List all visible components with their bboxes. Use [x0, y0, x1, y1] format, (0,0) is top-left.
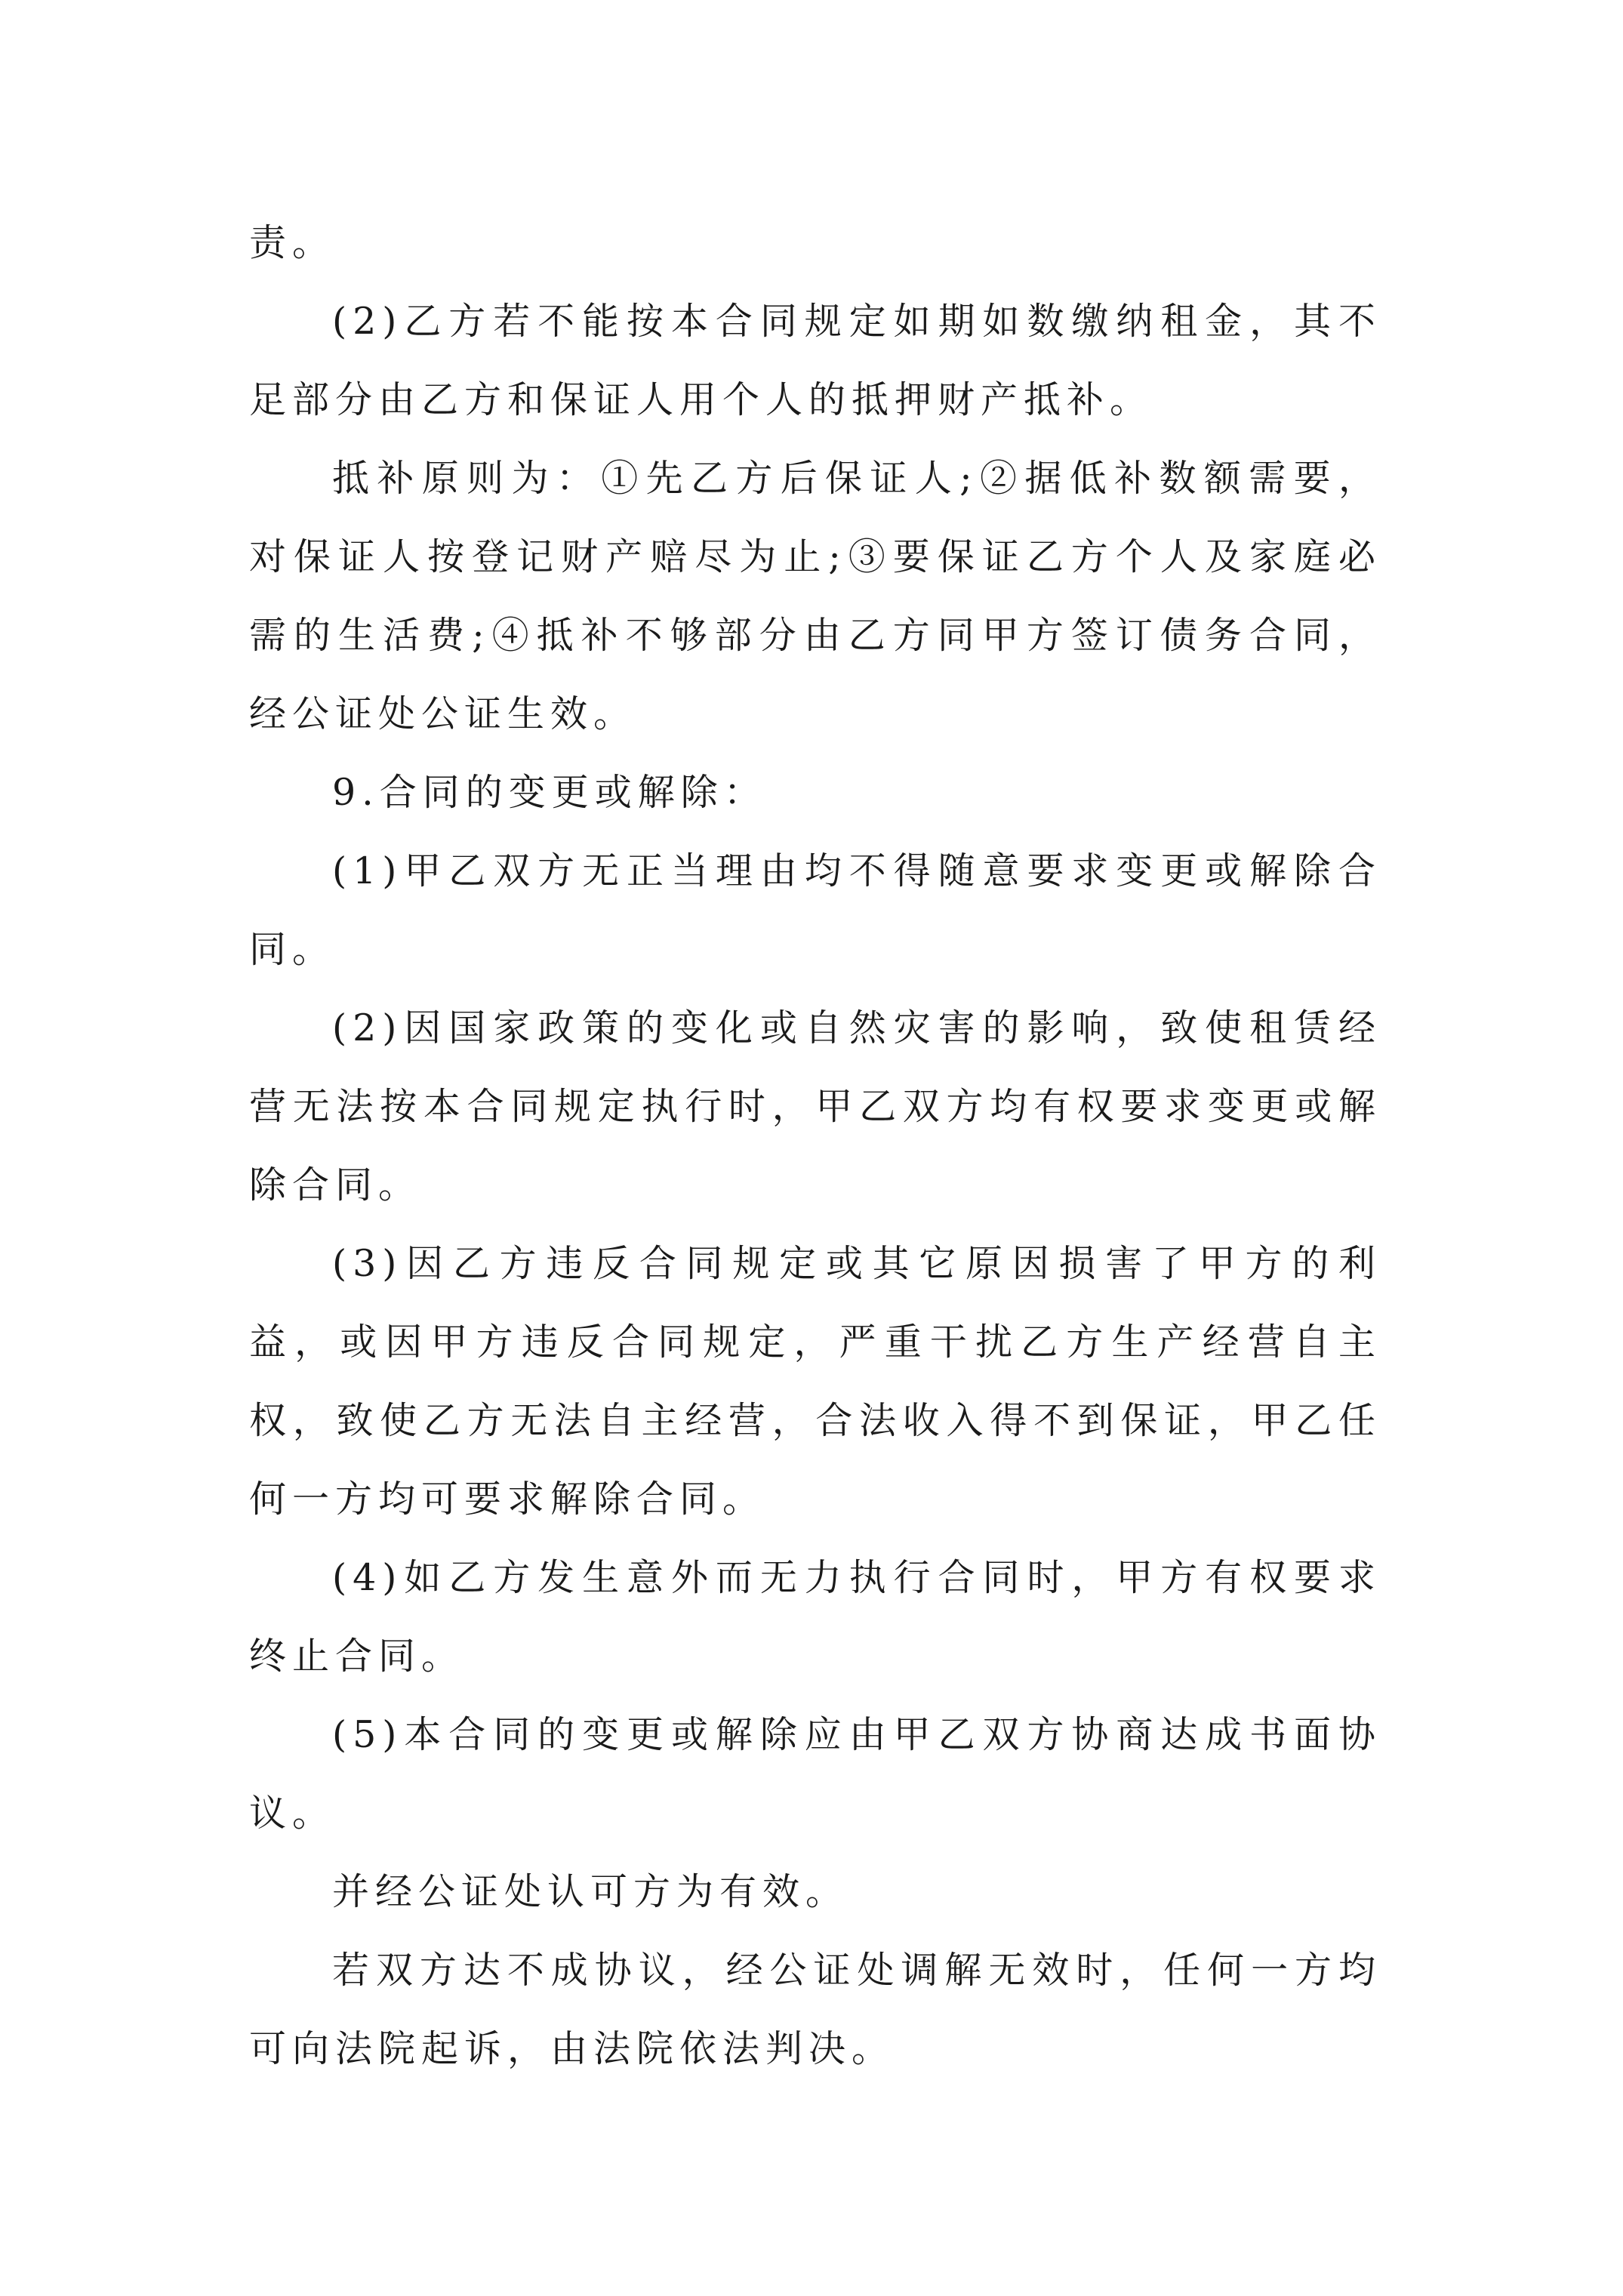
paragraph-item-5: (5)本合同的变更或解除应由甲乙双方协商达成书面协议。: [249, 1713, 1381, 1835]
paragraph-item-4: (4)如乙方发生意外而无力执行合同时，甲方有权要求终止合同。: [249, 1556, 1381, 1678]
section-heading-9: 9.合同的变更或解除：: [332, 771, 767, 814]
paragraph-item-2-rent-shortfall: (2)乙方若不能按本合同规定如期如数缴纳租金，其不足部分由乙方和保证人用个人的抵押财产抵补。: [249, 300, 1381, 421]
paragraph-item-1: (1)甲乙双方无正当理由均不得随意要求变更或解除合同。: [249, 849, 1381, 971]
paragraph-notarization: 并经公证处认可方为有效。: [332, 1870, 849, 1913]
paragraph-item-3: (3)因乙方违反合同规定或其它原因损害了甲方的利益，或因甲方违反合同规定，严重干扰乙方生产经营自主权，致使乙方无法自主经营，合法收入得不到保证，甲乙任何一方均可要求解除合同。: [249, 1242, 1381, 1521]
document-body: [249, 204, 1381, 2088]
paragraph-compensation-principles: 抵补原则为：①先乙方后保证人;②据低补数额需要，对保证人按登记财产赔尽为止;③要保证乙方个人及家庭必需的生活费;④抵补不够部分由乙方同甲方签订债务合同，经公证处公证生效。: [249, 457, 1381, 735]
paragraph-item-2: (2)因国家政策的变化或自然灾害的影响，致使租赁经营无法按本合同规定执行时，甲乙双方均有权要求变更或解除合同。: [249, 1006, 1381, 1207]
paragraph-litigation: 若双方达不成协议，经公证处调解无效时，任何一方均可向法院起诉，由法院依法判决。: [249, 1949, 1381, 2070]
paragraph-clause-continuation: 责。: [249, 221, 336, 264]
